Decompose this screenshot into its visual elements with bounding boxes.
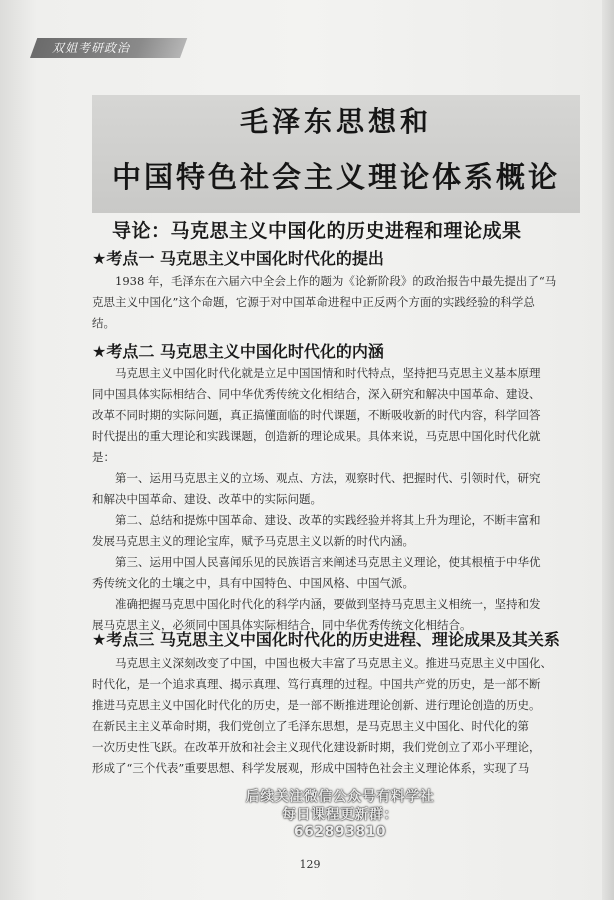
- kp3-line: 时代化，是一个追求真理、揭示真理、笃行真理的过程。中国共产党的历史，是一部不断: [92, 677, 541, 691]
- kp2-line: 同中国具体实际相结合、同中华优秀传统文化相结合，深入研究和解决中国革命、建设、: [92, 387, 541, 401]
- kp2-line: 展马克思主义，必须同中国具体实际相结合，同中华优秀传统文化相结合。: [92, 618, 472, 632]
- kp2-paragraph: [92, 363, 587, 636]
- kp2-heading: ★考点二 马克思主义中国化时代化的内涵: [92, 342, 384, 361]
- kp2-line: 秀传统文化的土壤之中，具有中国特色、中国风格、中国气派。: [92, 576, 414, 590]
- kp1-line: 结。: [92, 316, 115, 330]
- kp3-heading: ★考点三 马克思主义中国化时代化的历史进程、理论成果及其关系: [92, 630, 560, 649]
- page-number: 129: [299, 858, 321, 871]
- title-line-1: 毛泽东思想和: [239, 105, 432, 138]
- kp2-line: 和解决中国革命、建设、改革中的实际问题。: [92, 492, 322, 506]
- kp1-line: 克思主义中国化”这个命题，它源于对中国革命进程中正反两个方面的实践经验的科学总: [92, 295, 535, 309]
- kp1-paragraph: [92, 271, 587, 334]
- kp3-line: 一次历史性飞跃。在改革开放和社会主义现代化建设新时期，我们党创立了邓小平理论，: [92, 740, 541, 754]
- page-edge-shadow: [602, 0, 614, 900]
- kp2-line: 第一、运用马克思主义的立场、观点、方法，观察时代、把握时代、引领时代，研究: [115, 471, 541, 485]
- kp3-line: 在新民主主义革命时期，我们党创立了毛泽东思想，是马克思主义中国化、时代化的第: [92, 719, 529, 733]
- series-name: 双姐考研政治: [52, 41, 131, 55]
- kp1-heading: ★考点一 马克思主义中国化时代化的提出: [92, 249, 384, 268]
- kp3-line: 马克思主义深刻改变了中国，中国也极大丰富了马克思主义。推进马克思主义中国化、: [115, 656, 552, 670]
- kp2-line: 第三、运用中国人民喜闻乐见的民族语言来阐述马克思主义理论，使其根植于中华优: [115, 555, 541, 569]
- kp2-line: 发展马克思主义的理论宝库，赋予马克思主义以新的时代内涵。: [92, 534, 414, 548]
- intro-heading: 导论：马克思主义中国化的历史进程和理论成果: [112, 220, 522, 242]
- title-line-2: 中国特色社会主义理论体系概论: [111, 160, 560, 194]
- watermark-line-1: 后续关注微信公众号有料学社: [245, 789, 435, 805]
- kp2-line: 时代提出的重大理论和实践课题，创造新的理论成果。具体来说，马克思中国化时代化就: [92, 429, 541, 443]
- kp2-line: 是：: [92, 450, 115, 464]
- watermark-line-2: 每日课程更新群：662893810: [282, 807, 398, 840]
- kp2-line: 马克思主义中国化时代化就是立足中国国情和时代特点，坚持把马克思主义基本原理: [115, 366, 541, 380]
- kp1-line: 1938 年，毛泽东在六届六中全会上作的题为《论新阶段》的政治报告中最先提出了“马: [115, 274, 557, 288]
- kp2-line: 第二、总结和提炼中国革命、建设、改革的实践经验并将其上升为理论，不断丰富和: [115, 513, 541, 527]
- kp2-line: 改革不同时期的实际问题，真正搞懂面临的时代课题，不断吸收新的时代内容，科学回答: [92, 408, 541, 422]
- kp3-line: 推进马克思主义中国化时代化的历史，是一部不断推进理论创新、进行理论创造的历史。: [92, 698, 541, 712]
- kp3-line: 形成了“三个代表”重要思想、科学发展观，形成中国特色社会主义理论体系，实现了马: [92, 761, 530, 775]
- kp3-paragraph: [92, 653, 587, 779]
- kp2-line: 准确把握马克思中国化时代化的科学内涵，要做到坚持马克思主义相统一，坚持和发: [115, 597, 541, 611]
